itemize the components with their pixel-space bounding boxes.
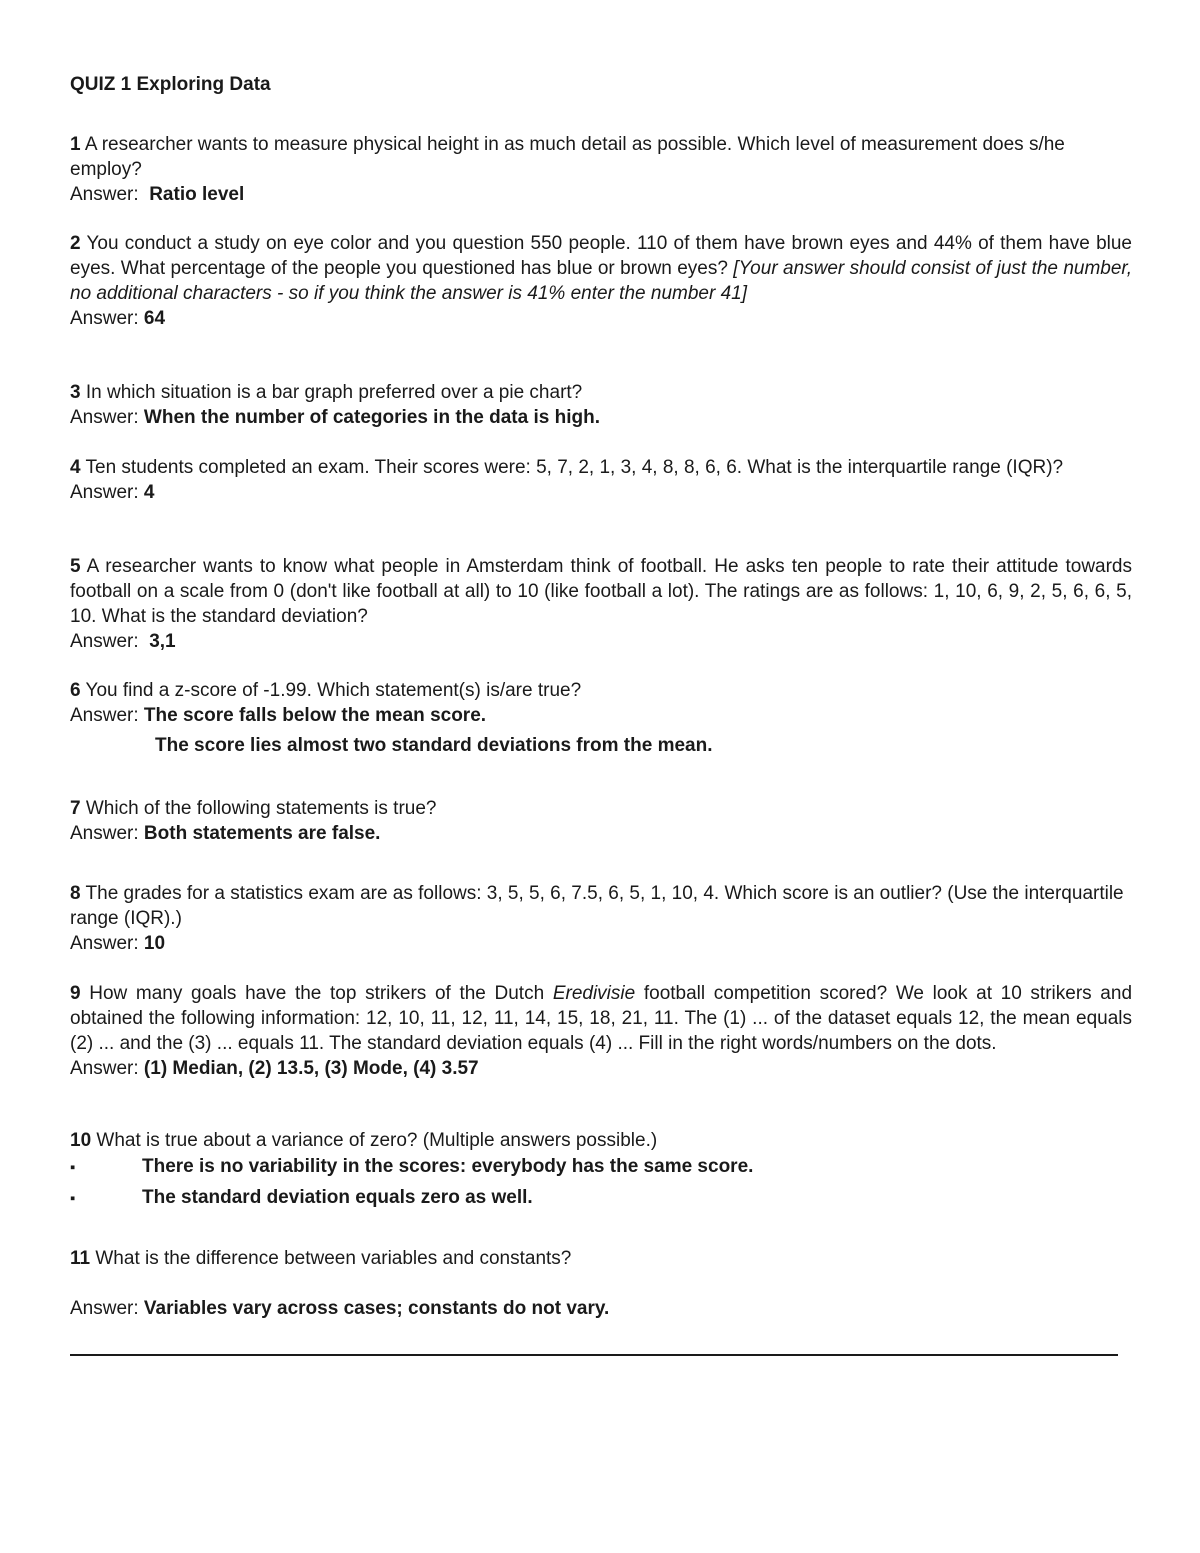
question-10-answer-1: ▪ There is no variability in the scores: everybody has the same score. (70, 1154, 753, 1180)
question-7-answer: Answer: Both statements are false. (70, 823, 381, 844)
question-11 (70, 1246, 1132, 1271)
question-10-text: 10 What is true about a variance of zero? (Multiple answers possible.) (70, 1130, 658, 1151)
question-3-answer: Answer: When the number of categories in the data is high. (70, 407, 600, 428)
question-10-answer-2: ▪ The standard deviation equals zero as well. (70, 1185, 533, 1211)
question-9-answer: Answer: (1) Median, (2) 13.5, (3) Mode, (4) 3.57 (70, 1058, 479, 1079)
question-1 (70, 132, 1132, 207)
bullet-icon: ▪ (70, 1190, 76, 1207)
question-6-answer-2: The score lies almost two standard deviations from the mean. (155, 735, 713, 756)
question-5 (70, 554, 1132, 654)
question-2 (70, 231, 1132, 331)
question-4-answer: Answer: 4 (70, 482, 155, 503)
question-8 (70, 881, 1132, 956)
question-8-text: 8 The grades for a statistics exam are as follows: 3, 5, 5, 6, 7.5, 6, 5, 1, 10, 4. Which score is an outlier? (Use the interquartile range (IQR).) (70, 883, 1124, 929)
divider-line (70, 1354, 1118, 1356)
question-10 (70, 1128, 1132, 1153)
question-4 (70, 455, 1132, 505)
question-3-text: 3 In which situation is a bar graph preferred over a pie chart? (70, 382, 583, 403)
question-9-text: 9 How many goals have the top strikers of the Dutch Eredivisie football competition scored? We look at 10 strikers and obtained the following information: 12, 10, 11, 12, 11, 14, 15, 18, 21, 11. The (1) ... of the dataset equals 12, the mean equals (2) ... and the (3) ... equals 11. The standard deviation equals (4) ... Fill in the right words/numbers on the dots. (70, 983, 1133, 1054)
page-title: QUIZ 1 Exploring Data (70, 74, 271, 95)
question-5-text: 5 A researcher wants to know what people in Amsterdam think of football. He asks ten people to rate their attitude towards football on a scale from 0 (don't like football at all) to 10 (like football a lot). The ratings are as follows: 1, 10, 6, 9, 2, 5, 6, 6, 5, 10. What is the standard deviation? (70, 556, 1133, 627)
bullet-icon: ▪ (70, 1159, 76, 1176)
question-6-answer: Answer: The score falls below the mean score. (70, 705, 487, 726)
question-2-text: 2 You conduct a study on eye color and you question 550 people. 110 of them have brown eyes and 44% of them have blue eyes. What percentage of the people you questioned has blue or brown eyes? [Your answer should consist of just the number, no additional characters - so if you think the answer is 41% enter the number 41] (70, 233, 1132, 304)
question-6 (70, 678, 1132, 728)
question-9 (70, 981, 1132, 1081)
question-11-text: 11 What is the difference between variables and constants? (70, 1248, 572, 1269)
question-4-text: 4 Ten students completed an exam. Their scores were: 5, 7, 2, 1, 3, 4, 8, 8, 6, 6. What is the interquartile range (IQR)? (70, 457, 1064, 478)
question-8-answer: Answer: 10 (70, 933, 166, 954)
question-1-text: 1 A researcher wants to measure physical height in as much detail as possible. Which level of measurement does s/he employ? (70, 134, 1065, 180)
question-5-answer: Answer: 3,1 (70, 631, 176, 652)
question-1-answer: Answer: Ratio level (70, 184, 245, 205)
question-6-text: 6 You find a z-score of -1.99. Which statement(s) is/are true? (70, 680, 582, 701)
question-2-answer: Answer: 64 (70, 308, 166, 329)
question-3 (70, 380, 1132, 430)
question-7 (70, 796, 1132, 846)
question-7-text: 7 Which of the following statements is true? (70, 798, 437, 819)
question-11-answer: Answer: Variables vary across cases; constants do not vary. (70, 1298, 610, 1319)
